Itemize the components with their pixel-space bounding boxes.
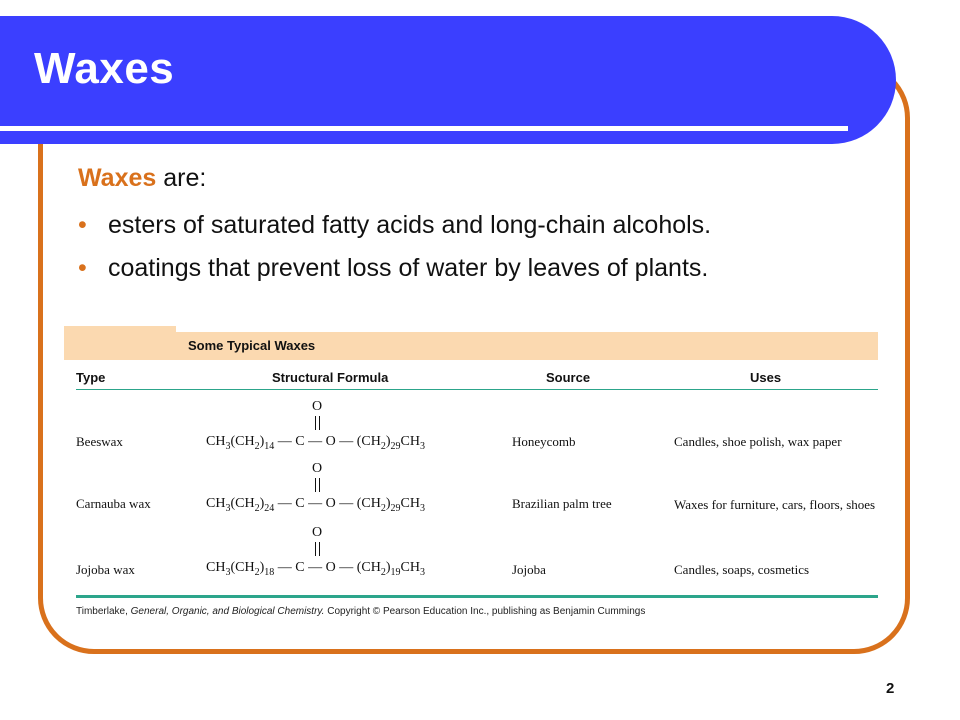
cell-type: Beeswax <box>76 434 123 449</box>
col-header-formula: Structural Formula <box>272 370 389 385</box>
double-bond-icon <box>315 542 320 556</box>
waxes-table <box>64 326 878 617</box>
structural-formula: $CH_3(CH_2)_{14}$ — C — O — $(CH_2)_{29}CH_3$ <box>206 434 425 452</box>
cell-source: Jojoba <box>512 562 546 577</box>
intro-text: are: <box>156 164 207 192</box>
col-header-source: Source <box>546 370 591 385</box>
structural-formula: $CH_3(CH_2)_{24}$ — C — O — $(CH_2)_{29}CH_3$ <box>206 496 425 514</box>
intro-line <box>78 164 206 193</box>
bullet-text: coatings that prevent loss of water by leaves of plants. <box>108 254 709 282</box>
table-rule-bottom <box>76 595 878 598</box>
cell-type: Carnauba wax <box>76 496 151 511</box>
double-bond-icon <box>315 416 320 430</box>
cell-type: Jojoba wax <box>76 562 135 577</box>
cell-uses: Candles, soaps, cosmetics <box>674 562 810 577</box>
bullet-text: esters of saturated fatty acids and long-chain alcohols. <box>108 211 712 239</box>
bullet-item <box>78 204 711 247</box>
cell-source: Brazilian palm tree <box>512 496 612 511</box>
table-header-tab <box>64 326 176 360</box>
bullet-list <box>78 204 711 290</box>
col-header-uses: Uses <box>750 370 782 385</box>
carbonyl-oxygen: O <box>310 526 324 556</box>
table-caption: Some Typical Waxes <box>188 338 316 353</box>
structural-formula: $CH_3(CH_2)_{18}$ — C — O — $(CH_2)_{19}CH_3$ <box>206 560 425 578</box>
cell-uses: Candles, shoe polish, wax paper <box>674 434 842 449</box>
intro-keyword: Waxes <box>78 164 157 192</box>
page-number: 2 <box>886 680 895 697</box>
carbonyl-oxygen: O <box>310 462 324 492</box>
table-header-bar <box>64 326 878 360</box>
bullet-item <box>78 247 711 290</box>
slide-title: Waxes <box>34 44 175 93</box>
table-credit: Timberlake, General, Organic, and Biological Chemistry. Copyright © Pearson Education Inc., publishing as Benjamin Cummings <box>76 606 646 617</box>
cell-source: Honeycomb <box>512 434 576 449</box>
carbonyl-oxygen: O <box>310 400 324 430</box>
col-header-type: Type <box>76 370 106 385</box>
title-underline <box>0 126 848 131</box>
bullet-dot-icon: • <box>78 254 87 282</box>
double-bond-icon <box>315 478 320 492</box>
cell-uses: Waxes for furniture, cars, floors, shoes <box>674 497 876 512</box>
table-rule-top <box>76 389 878 390</box>
bullet-dot-icon: • <box>78 211 87 239</box>
